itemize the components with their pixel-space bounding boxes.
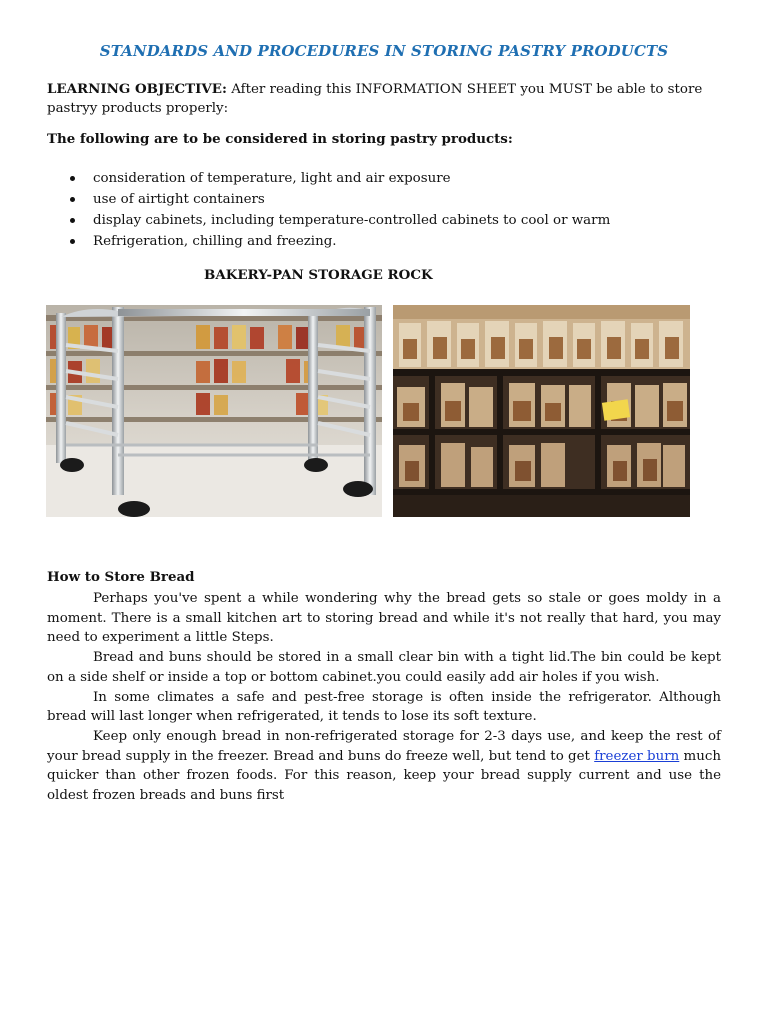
list-item-text: Refrigeration, chilling and freezing. [93, 234, 337, 249]
paragraph: In some climates a safe and pest-free storage is often inside the refrigerator. Although bread will last longer when refrigerated, it tends to lose its soft texture. [47, 689, 721, 725]
list-item-text: consideration of temperature, light and air exposure [93, 171, 451, 186]
bullet-icon [70, 239, 75, 244]
learning-objective [47, 80, 727, 118]
list-item [47, 189, 610, 210]
list-item [47, 231, 610, 252]
body-text [47, 589, 721, 806]
image-caption: BAKERY-PAN STORAGE ROCK [204, 267, 433, 283]
learning-objective-label: LEARNING OBJECTIVE: [47, 81, 227, 97]
paragraph: Perhaps you've spent a while wondering why the bread gets so stale or goes moldy in a moment. There is a small kitchen art to storing bread and while it's not really that hard, you may need to experiment a little Steps. [47, 591, 721, 646]
bullet-icon [70, 218, 75, 223]
how-to-store-bread-heading: How to Store Bread [47, 569, 195, 585]
paragraph-text: Keep only enough bread in non-refrigerated storage for 2-3 days use, and keep the rest of your bread supply in the freezer. Bread and buns do freeze well, but tend to get [47, 728, 721, 764]
bullet-icon [70, 197, 75, 202]
list-item [47, 168, 610, 189]
bullet-icon [70, 176, 75, 181]
paragraph [47, 727, 721, 806]
freezer-burn-link[interactable]: freezer burn [594, 748, 680, 764]
list-item-text: display cabinets, including temperature-controlled cabinets to cool or warm [93, 213, 611, 228]
list-item [47, 210, 610, 231]
aluminum-bakery-pan-rack-photo [46, 305, 382, 517]
list-item-text: use of airtight containers [93, 192, 265, 207]
considerations-list [47, 168, 610, 252]
paragraph-text: much quicker than other frozen foods. For this reason, keep your bread supply current and use the oldest frozen breads and buns first [47, 748, 721, 804]
learning-objective-text: After reading this INFORMATION SHEET you MUST be able to store pastryy products properly: [47, 82, 703, 116]
considerations-heading: The following are to be considered in storing pastry products: [47, 131, 513, 147]
paragraph: Bread and buns should be stored in a small clear bin with a tight lid.The bin could be kept on a side shelf or inside a top or bottom cabinet.you could easily add air holes if you wish. [47, 650, 721, 685]
page-title: STANDARDS AND PROCEDURES IN STORING PASTRY PRODUCTS [99, 42, 669, 60]
bread-display-shelves-photo [393, 305, 690, 517]
